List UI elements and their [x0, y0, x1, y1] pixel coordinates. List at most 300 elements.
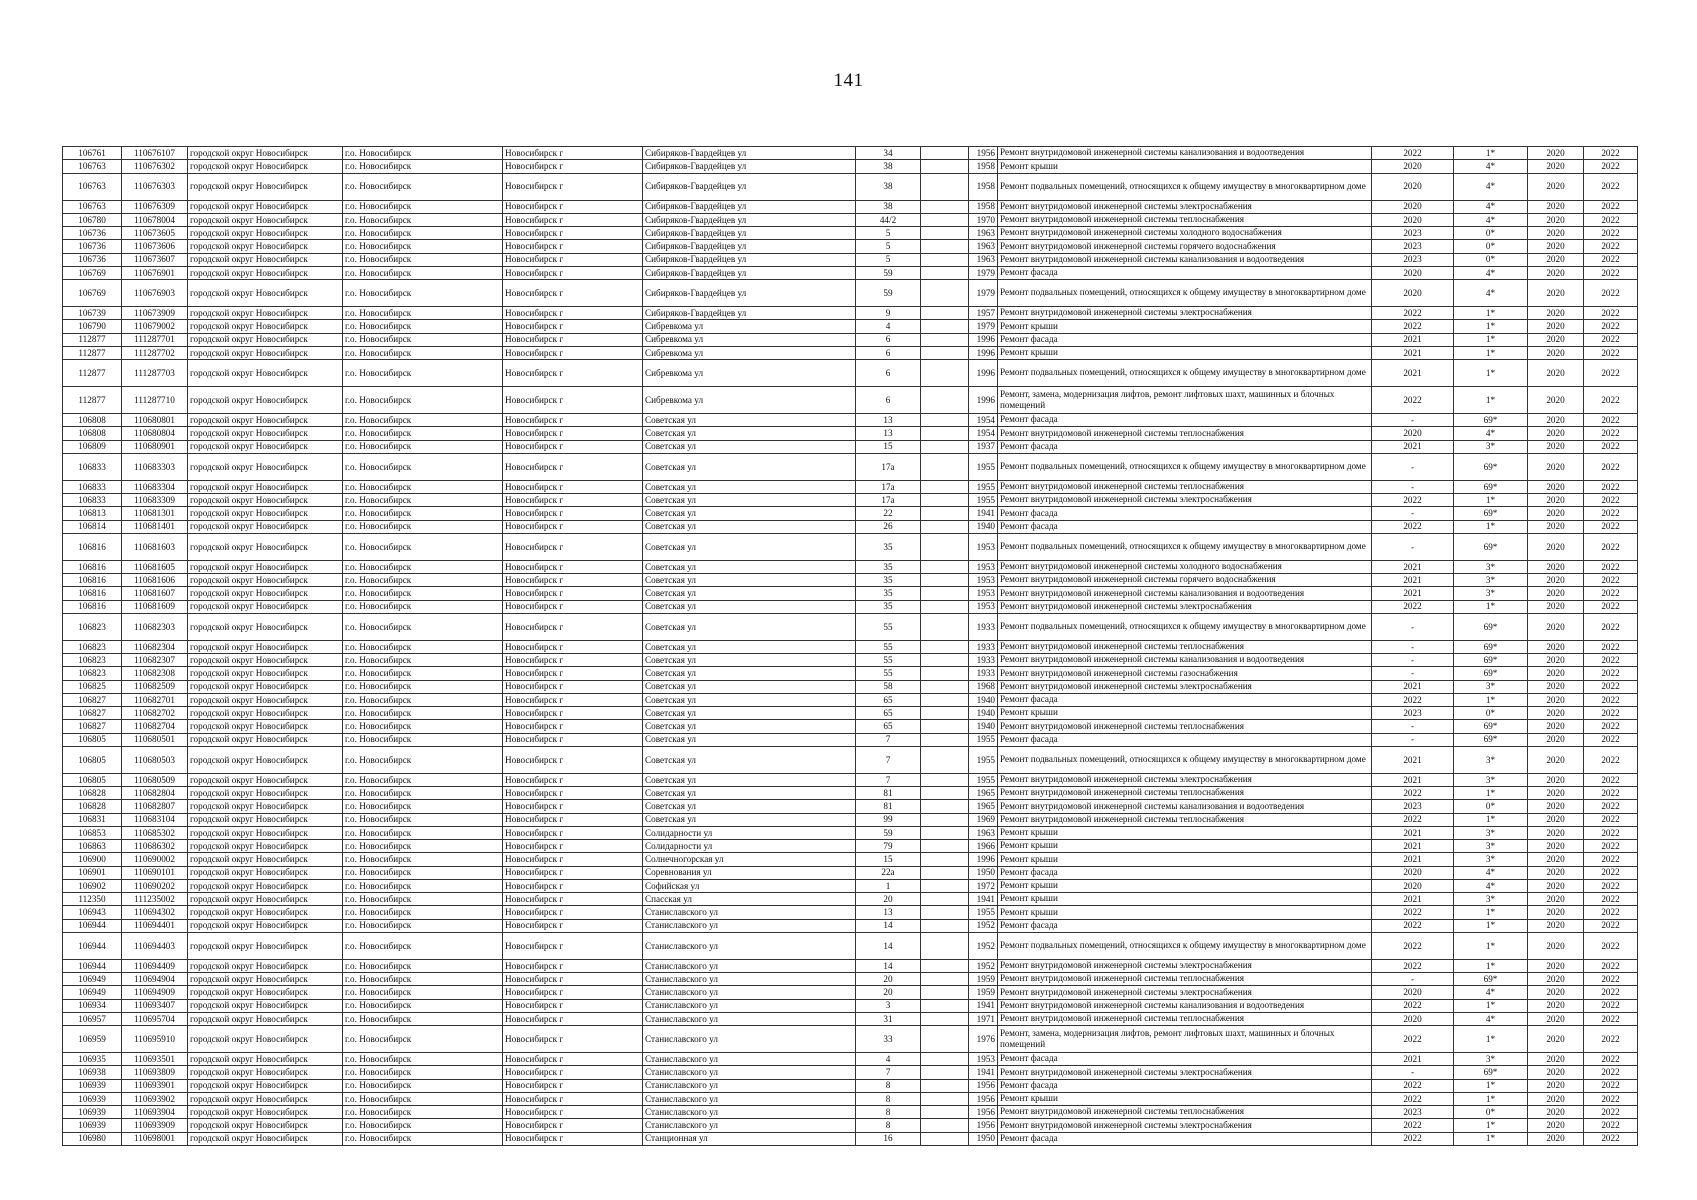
work-type-cell: Ремонт крыши	[998, 906, 1372, 919]
building-cell	[921, 307, 969, 320]
priority-cell: 1*	[1454, 320, 1528, 333]
planned-year-cell: 2020	[1372, 266, 1454, 279]
built-year-cell: 1933	[969, 613, 998, 640]
house-id-cell: 106805	[63, 746, 122, 773]
municipality-cell: г.о. Новосибирск	[343, 720, 503, 733]
work-type-cell: Ремонт внутридомовой инженерной системы электроснабжения	[998, 307, 1372, 320]
municipality-cell: г.о. Новосибирск	[343, 147, 503, 160]
street-cell: Советская ул	[643, 707, 856, 720]
street-cell: Советская ул	[643, 800, 856, 813]
built-year-cell: 1996	[969, 387, 998, 414]
locality-cell: Новосибирск г	[503, 253, 643, 266]
street-cell: Сибиряков-Гвардейцев ул	[643, 160, 856, 173]
municipal-district-cell: городской округ Новосибирск	[188, 587, 343, 600]
period-start-cell: 2020	[1528, 1066, 1584, 1079]
municipality-cell: г.о. Новосибирск	[343, 427, 503, 440]
house-number-cell: 35	[856, 600, 921, 613]
house-number-cell: 15	[856, 440, 921, 453]
planned-year-cell: 2023	[1372, 253, 1454, 266]
locality-cell: Новосибирск г	[503, 1053, 643, 1066]
period-start-cell: 2020	[1528, 720, 1584, 733]
house-id-cell: 112877	[63, 360, 122, 387]
house-id-cell: 106808	[63, 427, 122, 440]
municipal-district-cell: городской округ Новосибирск	[188, 746, 343, 773]
building-cell	[921, 1012, 969, 1025]
work-type-cell: Ремонт крыши	[998, 879, 1372, 892]
page-number: 141	[833, 70, 864, 91]
table-row	[63, 346, 1638, 359]
table-row	[63, 253, 1638, 266]
house-id-cell: 106939	[63, 1106, 122, 1119]
planned-year-cell: -	[1372, 453, 1454, 480]
period-start-cell: 2020	[1528, 1012, 1584, 1025]
period-start-cell: 2020	[1528, 227, 1584, 240]
work-id-cell: 110680503	[122, 746, 188, 773]
table-row	[63, 986, 1638, 999]
priority-cell: 69*	[1454, 720, 1528, 733]
house-number-cell: 5	[856, 253, 921, 266]
locality-cell: Новосибирск г	[503, 693, 643, 706]
street-cell: Станиславского ул	[643, 1106, 856, 1119]
locality-cell: Новосибирск г	[503, 893, 643, 906]
municipality-cell: г.о. Новосибирск	[343, 1106, 503, 1119]
work-type-cell: Ремонт фасада	[998, 866, 1372, 879]
building-cell	[921, 613, 969, 640]
planned-year-cell: 2022	[1372, 1079, 1454, 1092]
street-cell: Станиславского ул	[643, 973, 856, 986]
municipal-district-cell: городской округ Новосибирск	[188, 879, 343, 892]
table-row	[63, 613, 1638, 640]
street-cell: Сибиряков-Гвардейцев ул	[643, 147, 856, 160]
period-start-cell: 2020	[1528, 1092, 1584, 1105]
work-id-cell: 111287702	[122, 346, 188, 359]
street-cell: Станиславского ул	[643, 1026, 856, 1053]
house-number-cell: 22	[856, 507, 921, 520]
built-year-cell: 1996	[969, 346, 998, 359]
planned-year-cell: 2022	[1372, 1026, 1454, 1053]
built-year-cell: 1955	[969, 773, 998, 786]
work-id-cell: 110698001	[122, 1132, 188, 1145]
municipal-district-cell: городской округ Новосибирск	[188, 387, 343, 414]
municipal-district-cell: городской округ Новосибирск	[188, 893, 343, 906]
priority-cell: 69*	[1454, 667, 1528, 680]
period-start-cell: 2020	[1528, 266, 1584, 279]
municipality-cell: г.о. Новосибирск	[343, 520, 503, 533]
municipality-cell: г.о. Новосибирск	[343, 746, 503, 773]
work-type-cell: Ремонт внутридомовой инженерной системы теплоснабжения	[998, 787, 1372, 800]
work-id-cell: 110676107	[122, 147, 188, 160]
planned-year-cell: 2021	[1372, 360, 1454, 387]
table-row	[63, 440, 1638, 453]
work-id-cell: 110682804	[122, 787, 188, 800]
priority-cell: 69*	[1454, 613, 1528, 640]
municipality-cell: г.о. Новосибирск	[343, 654, 503, 667]
street-cell: Солнечногорская ул	[643, 853, 856, 866]
period-start-cell: 2020	[1528, 533, 1584, 560]
priority-cell: 3*	[1454, 1053, 1528, 1066]
house-id-cell: 106949	[63, 986, 122, 999]
house-number-cell: 8	[856, 1079, 921, 1092]
period-start-cell: 2020	[1528, 200, 1584, 213]
house-number-cell: 9	[856, 307, 921, 320]
house-id-cell: 106736	[63, 227, 122, 240]
municipal-district-cell: городской округ Новосибирск	[188, 999, 343, 1012]
table-row	[63, 1079, 1638, 1092]
street-cell: Сибиряков-Гвардейцев ул	[643, 213, 856, 226]
building-cell	[921, 587, 969, 600]
house-id-cell: 106944	[63, 932, 122, 959]
building-cell	[921, 1026, 969, 1053]
work-id-cell: 110676309	[122, 200, 188, 213]
house-id-cell: 106823	[63, 640, 122, 653]
municipality-cell: г.о. Новосибирск	[343, 840, 503, 853]
period-end-cell: 2022	[1584, 720, 1638, 733]
priority-cell: 1*	[1454, 600, 1528, 613]
house-id-cell: 112877	[63, 346, 122, 359]
municipal-district-cell: городской округ Новосибирск	[188, 200, 343, 213]
house-number-cell: 14	[856, 932, 921, 959]
period-end-cell: 2022	[1584, 787, 1638, 800]
period-start-cell: 2020	[1528, 587, 1584, 600]
work-id-cell: 110694409	[122, 959, 188, 972]
municipality-cell: г.о. Новосибирск	[343, 160, 503, 173]
planned-year-cell: -	[1372, 507, 1454, 520]
locality-cell: Новосибирск г	[503, 160, 643, 173]
house-id-cell: 106939	[63, 1119, 122, 1132]
locality-cell: Новосибирск г	[503, 973, 643, 986]
building-cell	[921, 240, 969, 253]
table-row	[63, 973, 1638, 986]
table-row	[63, 414, 1638, 427]
planned-year-cell: 2021	[1372, 346, 1454, 359]
planned-year-cell: 2020	[1372, 1012, 1454, 1025]
locality-cell: Новосибирск г	[503, 600, 643, 613]
work-id-cell: 110694401	[122, 919, 188, 932]
built-year-cell: 1955	[969, 494, 998, 507]
period-end-cell: 2022	[1584, 147, 1638, 160]
street-cell: Спасская ул	[643, 893, 856, 906]
table-row	[63, 560, 1638, 573]
table-row	[63, 280, 1638, 307]
work-type-cell: Ремонт внутридомовой инженерной системы канализования и водоотведения	[998, 999, 1372, 1012]
planned-year-cell: 2022	[1372, 813, 1454, 826]
built-year-cell: 1958	[969, 200, 998, 213]
building-cell	[921, 360, 969, 387]
locality-cell: Новосибирск г	[503, 1119, 643, 1132]
street-cell: Советская ул	[643, 600, 856, 613]
work-id-cell: 110682308	[122, 667, 188, 680]
house-number-cell: 4	[856, 320, 921, 333]
priority-cell: 4*	[1454, 160, 1528, 173]
building-cell	[921, 560, 969, 573]
building-cell	[921, 932, 969, 959]
work-id-cell: 110680801	[122, 414, 188, 427]
priority-cell: 3*	[1454, 893, 1528, 906]
street-cell: Сибиряков-Гвардейцев ул	[643, 266, 856, 279]
planned-year-cell: 2020	[1372, 280, 1454, 307]
period-end-cell: 2022	[1584, 707, 1638, 720]
municipal-district-cell: городской округ Новосибирск	[188, 853, 343, 866]
municipal-district-cell: городской округ Новосибирск	[188, 346, 343, 359]
building-cell	[921, 173, 969, 200]
municipality-cell: г.о. Новосибирск	[343, 1119, 503, 1132]
work-id-cell: 110681401	[122, 520, 188, 533]
period-start-cell: 2020	[1528, 959, 1584, 972]
work-id-cell: 110693501	[122, 1053, 188, 1066]
built-year-cell: 1956	[969, 147, 998, 160]
planned-year-cell: 2023	[1372, 1106, 1454, 1119]
planned-year-cell: 2023	[1372, 240, 1454, 253]
priority-cell: 69*	[1454, 654, 1528, 667]
work-id-cell: 110682303	[122, 613, 188, 640]
work-type-cell: Ремонт внутридомовой инженерной системы теплоснабжения	[998, 1012, 1372, 1025]
municipal-district-cell: городской округ Новосибирск	[188, 480, 343, 493]
municipal-district-cell: городской округ Новосибирск	[188, 1012, 343, 1025]
municipality-cell: г.о. Новосибирск	[343, 333, 503, 346]
built-year-cell: 1952	[969, 932, 998, 959]
house-id-cell: 106816	[63, 587, 122, 600]
planned-year-cell: 2022	[1372, 600, 1454, 613]
period-start-cell: 2020	[1528, 813, 1584, 826]
work-id-cell: 111287701	[122, 333, 188, 346]
work-type-cell: Ремонт подвальных помещений, относящихся к общему имуществу в многоквартирном доме	[998, 613, 1372, 640]
planned-year-cell: 2022	[1372, 1119, 1454, 1132]
period-end-cell: 2022	[1584, 574, 1638, 587]
table-row	[63, 520, 1638, 533]
built-year-cell: 1959	[969, 973, 998, 986]
locality-cell: Новосибирск г	[503, 533, 643, 560]
house-number-cell: 65	[856, 707, 921, 720]
work-type-cell: Ремонт крыши	[998, 707, 1372, 720]
work-type-cell: Ремонт крыши	[998, 840, 1372, 853]
planned-year-cell: 2021	[1372, 333, 1454, 346]
work-id-cell: 110673606	[122, 240, 188, 253]
municipal-district-cell: городской округ Новосибирск	[188, 173, 343, 200]
period-end-cell: 2022	[1584, 320, 1638, 333]
period-start-cell: 2020	[1528, 893, 1584, 906]
work-type-cell: Ремонт внутридомовой инженерной системы горячего водоснабжения	[998, 240, 1372, 253]
built-year-cell: 1940	[969, 707, 998, 720]
municipal-district-cell: городской округ Новосибирск	[188, 560, 343, 573]
planned-year-cell: 2022	[1372, 147, 1454, 160]
built-year-cell: 1971	[969, 1012, 998, 1025]
period-end-cell: 2022	[1584, 879, 1638, 892]
period-end-cell: 2022	[1584, 1132, 1638, 1145]
locality-cell: Новосибирск г	[503, 560, 643, 573]
locality-cell: Новосибирск г	[503, 307, 643, 320]
table-row	[63, 919, 1638, 932]
street-cell: Сибревкома ул	[643, 320, 856, 333]
planned-year-cell: 2023	[1372, 800, 1454, 813]
municipal-district-cell: городской округ Новосибирск	[188, 1053, 343, 1066]
priority-cell: 0*	[1454, 240, 1528, 253]
house-id-cell: 106769	[63, 280, 122, 307]
municipality-cell: г.о. Новосибирск	[343, 853, 503, 866]
work-type-cell: Ремонт внутридомовой инженерной системы теплоснабжения	[998, 720, 1372, 733]
house-number-cell: 7	[856, 773, 921, 786]
planned-year-cell: 2022	[1372, 787, 1454, 800]
municipality-cell: г.о. Новосибирск	[343, 986, 503, 999]
building-cell	[921, 813, 969, 826]
period-end-cell: 2022	[1584, 240, 1638, 253]
municipality-cell: г.о. Новосибирск	[343, 680, 503, 693]
planned-year-cell: 2022	[1372, 494, 1454, 507]
house-number-cell: 59	[856, 266, 921, 279]
period-end-cell: 2022	[1584, 613, 1638, 640]
house-number-cell: 81	[856, 800, 921, 813]
period-end-cell: 2022	[1584, 1119, 1638, 1132]
house-id-cell: 106813	[63, 507, 122, 520]
building-cell	[921, 440, 969, 453]
work-id-cell: 110676303	[122, 173, 188, 200]
period-start-cell: 2020	[1528, 147, 1584, 160]
building-cell	[921, 733, 969, 746]
municipal-district-cell: городской округ Новосибирск	[188, 733, 343, 746]
house-id-cell: 106863	[63, 840, 122, 853]
priority-cell: 3*	[1454, 587, 1528, 600]
house-number-cell: 35	[856, 574, 921, 587]
table-row	[63, 680, 1638, 693]
locality-cell: Новосибирск г	[503, 840, 643, 853]
building-cell	[921, 1132, 969, 1145]
table-row	[63, 1132, 1638, 1145]
table-row	[63, 707, 1638, 720]
capital-repair-table	[62, 146, 1638, 1146]
street-cell: Сибиряков-Гвардейцев ул	[643, 307, 856, 320]
period-start-cell: 2020	[1528, 1079, 1584, 1092]
house-id-cell: 106853	[63, 826, 122, 839]
table-row	[63, 906, 1638, 919]
table-row	[63, 1106, 1638, 1119]
table-row	[63, 787, 1638, 800]
work-type-cell: Ремонт подвальных помещений, относящихся к общему имуществу в многоквартирном доме	[998, 533, 1372, 560]
planned-year-cell: 2020	[1372, 986, 1454, 999]
period-end-cell: 2022	[1584, 507, 1638, 520]
street-cell: Станиславского ул	[643, 1053, 856, 1066]
work-id-cell: 110681606	[122, 574, 188, 587]
municipal-district-cell: городской округ Новосибирск	[188, 787, 343, 800]
period-start-cell: 2020	[1528, 866, 1584, 879]
table-row	[63, 693, 1638, 706]
period-end-cell: 2022	[1584, 893, 1638, 906]
planned-year-cell: 2022	[1372, 932, 1454, 959]
municipality-cell: г.о. Новосибирск	[343, 587, 503, 600]
table-row	[63, 879, 1638, 892]
work-type-cell: Ремонт крыши	[998, 160, 1372, 173]
priority-cell: 4*	[1454, 200, 1528, 213]
house-id-cell: 106833	[63, 494, 122, 507]
house-number-cell: 55	[856, 613, 921, 640]
municipal-district-cell: городской округ Новосибирск	[188, 414, 343, 427]
table-row	[63, 147, 1638, 160]
period-start-cell: 2020	[1528, 307, 1584, 320]
municipal-district-cell: городской округ Новосибирск	[188, 613, 343, 640]
work-id-cell: 110680804	[122, 427, 188, 440]
municipality-cell: г.о. Новосибирск	[343, 173, 503, 200]
house-id-cell: 106934	[63, 999, 122, 1012]
municipal-district-cell: городской округ Новосибирск	[188, 1079, 343, 1092]
planned-year-cell: 2023	[1372, 227, 1454, 240]
table-row	[63, 1012, 1638, 1025]
period-start-cell: 2020	[1528, 787, 1584, 800]
work-type-cell: Ремонт внутридомовой инженерной системы электроснабжения	[998, 773, 1372, 786]
building-cell	[921, 600, 969, 613]
building-cell	[921, 320, 969, 333]
building-cell	[921, 1079, 969, 1092]
work-type-cell: Ремонт, замена, модернизация лифтов, ремонт лифтовых шахт, машинных и блочных помещений	[998, 1026, 1372, 1053]
building-cell	[921, 773, 969, 786]
house-id-cell: 106809	[63, 440, 122, 453]
municipality-cell: г.о. Новосибирск	[343, 600, 503, 613]
house-number-cell: 38	[856, 200, 921, 213]
municipal-district-cell: городской округ Новосибирск	[188, 667, 343, 680]
street-cell: Сибревкома ул	[643, 360, 856, 387]
period-end-cell: 2022	[1584, 533, 1638, 560]
house-id-cell: 106935	[63, 1053, 122, 1066]
municipality-cell: г.о. Новосибирск	[343, 640, 503, 653]
municipal-district-cell: городской округ Новосибирск	[188, 240, 343, 253]
locality-cell: Новосибирск г	[503, 919, 643, 932]
municipal-district-cell: городской округ Новосибирск	[188, 1092, 343, 1105]
period-end-cell: 2022	[1584, 560, 1638, 573]
locality-cell: Новосибирск г	[503, 427, 643, 440]
built-year-cell: 1958	[969, 173, 998, 200]
period-start-cell: 2020	[1528, 440, 1584, 453]
municipal-district-cell: городской округ Новосибирск	[188, 520, 343, 533]
table-row	[63, 1026, 1638, 1053]
built-year-cell: 1953	[969, 574, 998, 587]
priority-cell: 1*	[1454, 387, 1528, 414]
priority-cell: 4*	[1454, 427, 1528, 440]
priority-cell: 4*	[1454, 866, 1528, 879]
work-type-cell: Ремонт внутридомовой инженерной системы теплоснабжения	[998, 213, 1372, 226]
locality-cell: Новосибирск г	[503, 147, 643, 160]
building-cell	[921, 414, 969, 427]
period-end-cell: 2022	[1584, 600, 1638, 613]
period-start-cell: 2020	[1528, 986, 1584, 999]
street-cell: Станиславского ул	[643, 906, 856, 919]
period-start-cell: 2020	[1528, 613, 1584, 640]
house-number-cell: 22а	[856, 866, 921, 879]
period-end-cell: 2022	[1584, 427, 1638, 440]
building-cell	[921, 853, 969, 866]
built-year-cell: 1963	[969, 240, 998, 253]
street-cell: Советская ул	[643, 574, 856, 587]
planned-year-cell: 2022	[1372, 906, 1454, 919]
built-year-cell: 1941	[969, 999, 998, 1012]
locality-cell: Новосибирск г	[503, 1092, 643, 1105]
street-cell: Советская ул	[643, 693, 856, 706]
planned-year-cell: 2022	[1372, 919, 1454, 932]
locality-cell: Новосибирск г	[503, 453, 643, 480]
house-number-cell: 17а	[856, 480, 921, 493]
municipal-district-cell: городской округ Новосибирск	[188, 800, 343, 813]
locality-cell: Новосибирск г	[503, 654, 643, 667]
table-row	[63, 173, 1638, 200]
table-row	[63, 654, 1638, 667]
building-cell	[921, 1053, 969, 1066]
municipality-cell: г.о. Новосибирск	[343, 707, 503, 720]
period-end-cell: 2022	[1584, 693, 1638, 706]
municipality-cell: г.о. Новосибирск	[343, 494, 503, 507]
period-end-cell: 2022	[1584, 932, 1638, 959]
house-number-cell: 6	[856, 387, 921, 414]
period-end-cell: 2022	[1584, 733, 1638, 746]
street-cell: Советская ул	[643, 773, 856, 786]
house-id-cell: 106739	[63, 307, 122, 320]
period-end-cell: 2022	[1584, 160, 1638, 173]
period-end-cell: 2022	[1584, 1053, 1638, 1066]
